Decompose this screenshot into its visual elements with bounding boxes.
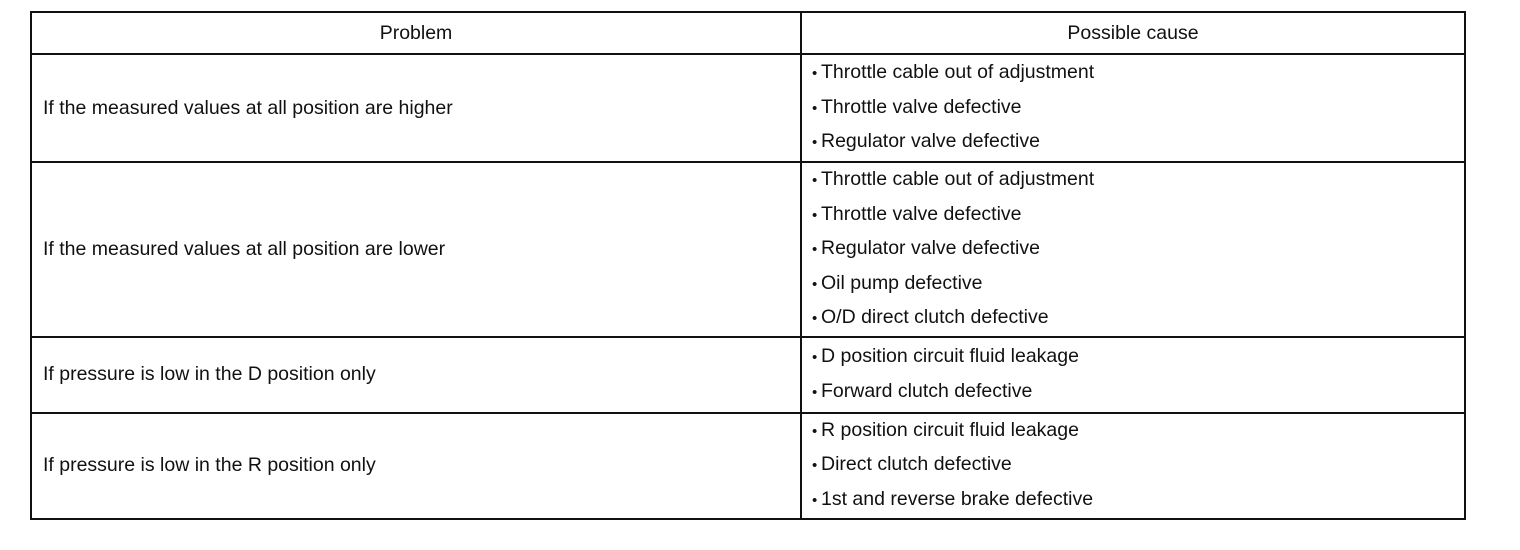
- diagnosis-table: [30, 11, 1466, 520]
- cause-text: Throttle cable out of adjustment: [821, 168, 1095, 190]
- problem-cell: If the measured values at all position are lower: [31, 162, 801, 337]
- cause-item: [812, 375, 1464, 410]
- header-possible-cause: Possible cause: [801, 12, 1465, 54]
- header-row: [31, 12, 1465, 54]
- cause-text: Regulator valve defective: [821, 130, 1040, 153]
- cause-text: Direct clutch defective: [821, 453, 1012, 476]
- cause-item: [812, 91, 1464, 126]
- bullet-icon: •: [812, 99, 818, 117]
- cause-item: [812, 414, 1464, 449]
- cause-item: [812, 301, 1464, 336]
- cause-list: [812, 340, 1464, 409]
- possible-cause-cell: [801, 162, 1465, 337]
- bullet-icon: •: [812, 206, 818, 224]
- cause-item: [812, 125, 1464, 160]
- table-row: [31, 337, 1465, 413]
- cause-text: 1st and reverse brake defective: [821, 487, 1094, 510]
- cause-item: [812, 340, 1464, 375]
- bullet-icon: •: [812, 310, 818, 327]
- bullet-icon: •: [812, 134, 818, 152]
- cause-item: [812, 448, 1464, 483]
- bullet-icon: •: [812, 241, 818, 258]
- cause-item: [812, 163, 1464, 198]
- bullet-icon: •: [812, 349, 818, 366]
- cause-text: Regulator valve defective: [821, 237, 1040, 259]
- cause-list: [812, 163, 1464, 336]
- problem-cell: If the measured values at all position are higher: [31, 54, 801, 162]
- cause-text: Forward clutch defective: [821, 379, 1033, 402]
- cause-item: [812, 56, 1464, 91]
- bullet-icon: •: [812, 457, 818, 475]
- cause-item: [812, 198, 1464, 233]
- problem-cell: If pressure is low in the R position only: [31, 413, 801, 519]
- problem-cell: If pressure is low in the D position only: [31, 337, 801, 413]
- possible-cause-cell: [801, 337, 1465, 413]
- bullet-icon: •: [812, 172, 818, 189]
- table-row: [31, 54, 1465, 162]
- bullet-icon: •: [812, 383, 818, 401]
- cause-item: [812, 483, 1464, 518]
- table-row: [31, 162, 1465, 337]
- bullet-icon: •: [812, 491, 818, 509]
- cause-text: R position circuit fluid leakage: [821, 418, 1079, 441]
- bullet-icon: •: [812, 275, 818, 293]
- bullet-icon: •: [812, 65, 818, 83]
- cause-item: [812, 267, 1464, 302]
- cause-text: D position circuit fluid leakage: [821, 345, 1079, 367]
- cause-list: [812, 56, 1464, 160]
- cause-text: Throttle valve defective: [821, 95, 1022, 118]
- cause-text: Throttle cable out of adjustment: [821, 61, 1095, 84]
- cause-text: Oil pump defective: [821, 271, 983, 294]
- cause-item: [812, 232, 1464, 267]
- table-row: [31, 413, 1465, 519]
- possible-cause-cell: [801, 54, 1465, 162]
- possible-cause-cell: [801, 413, 1465, 519]
- cause-text: O/D direct clutch defective: [821, 306, 1049, 328]
- cause-text: Throttle valve defective: [821, 202, 1022, 225]
- bullet-icon: •: [812, 422, 818, 440]
- cause-list: [812, 414, 1464, 518]
- header-problem: Problem: [31, 12, 801, 54]
